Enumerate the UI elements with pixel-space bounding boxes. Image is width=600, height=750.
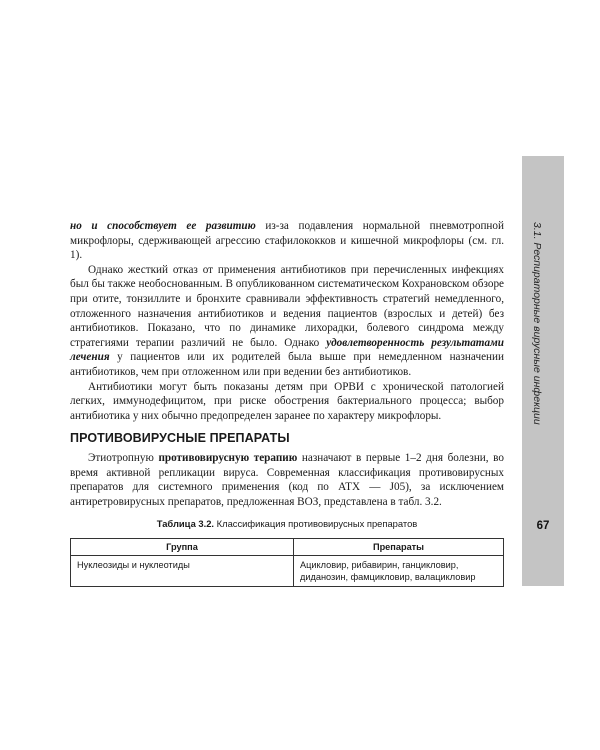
table-header-cell: Препараты bbox=[294, 538, 504, 555]
table-cell: Ацикловир, рибавирин, ганцикловир, диданозин, фамцикловир, валацикловир bbox=[294, 555, 504, 586]
emphasis-text: удовлетворенность результатами лечения bbox=[70, 336, 504, 364]
paragraph-1 bbox=[70, 219, 504, 263]
paragraph-text: Антибиотики могут быть показаны детям при ОРВИ с хронической патологией легких, иммунодефицитом, при риске обострения бактериального процесса; выбор антибиотика у них обычно предопределен заранее по характеру микрофлоры. bbox=[70, 380, 504, 422]
paragraph-text: назначают в первые 1–2 дня болезни, во время активной репликации вируса. Современная классификация противовирусных препаратов для системного применения (код по АТХ — J05), за исключением антиретровирусных препаратов, предложенная ВОЗ, представлена в табл. 3.2. bbox=[70, 451, 504, 508]
section-heading: ПРОТИВОВИРУСНЫЕ ПРЕПАРАТЫ bbox=[70, 431, 290, 446]
paragraph-text: из-за подавления нормальной пневмотропной микрофлоры, сдерживающей агрессию стафилококков и кишечной микрофлоры (см. гл. 1). bbox=[70, 220, 504, 262]
chapter-running-title: 3.1. Респираторные вирусные инфекции bbox=[531, 222, 543, 425]
paragraph-text: Однако жесткий отказ от применения антибиотиков при перечисленных инфекциях был бы также необоснованным. В опубликованном систематическом Кохрановском обзоре при отите, тонзиллите и бронхите сравнивали эффективность стратегий немедленного, отложенного назначения антибиотиков и ведения пациентов (взрослых и детей) без антибиотиков. Показано, что по динамике лихорадки, болевого синдрома между стратегиями терапии различий не было. Однако bbox=[70, 263, 504, 349]
paragraph-3 bbox=[70, 380, 504, 424]
table-header-row bbox=[71, 538, 504, 555]
table-caption-text: Классификация противовирусных препаратов bbox=[214, 518, 418, 530]
table-caption-label: Таблица 3.2. bbox=[156, 518, 215, 530]
paragraph-4 bbox=[70, 451, 504, 509]
paragraph-text: Этиотропную bbox=[88, 451, 159, 464]
bold-term: противовирусную терапию bbox=[158, 451, 298, 464]
table-cell: Нуклеозиды и нуклеотиды bbox=[71, 555, 294, 586]
page-number: 67 bbox=[536, 520, 550, 532]
antiviral-classification-table bbox=[70, 538, 504, 587]
emphasis-text: но и способствует ее развитию bbox=[70, 220, 256, 232]
paragraph-2 bbox=[70, 263, 504, 380]
paragraph-text: у пациентов или их родителей была выше при немедленном назначении антибиотиков, чем при отложенном или при ведении без антибиотиков. bbox=[70, 351, 504, 378]
table-header-cell: Группа bbox=[71, 538, 294, 555]
table-row bbox=[71, 555, 504, 586]
main-text-column bbox=[70, 219, 504, 587]
table-caption bbox=[70, 517, 504, 532]
